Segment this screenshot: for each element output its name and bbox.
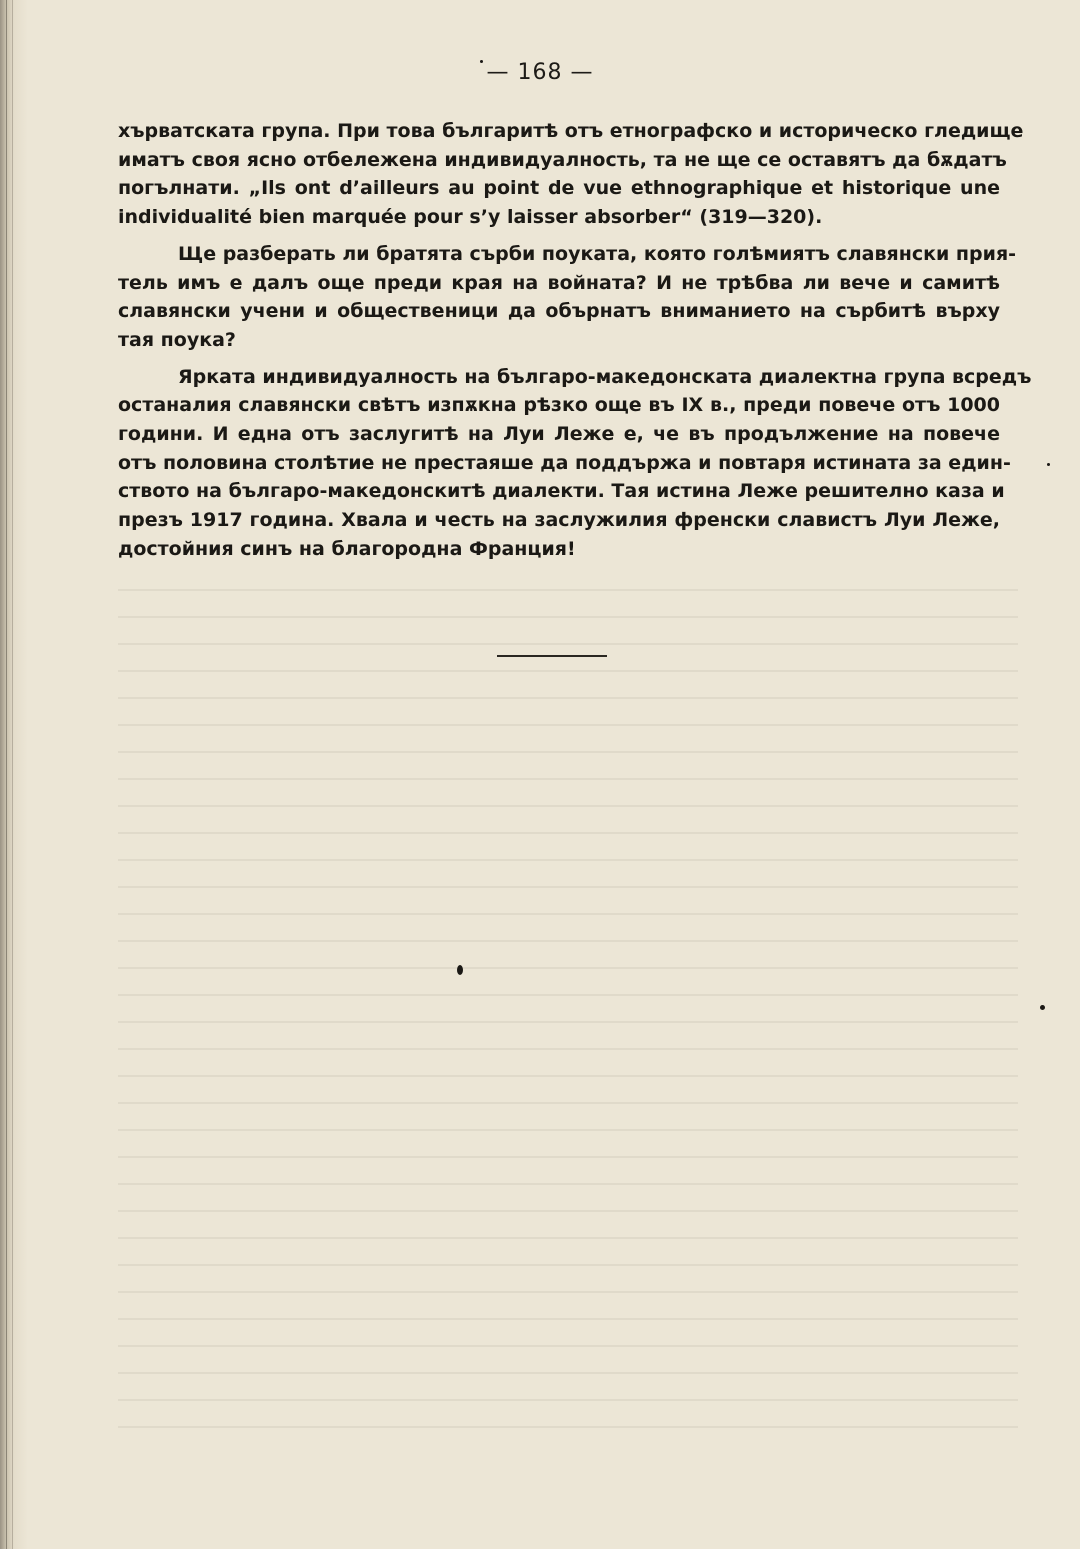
binding-edge-line — [6, 0, 7, 1549]
book-binding-shadow — [0, 0, 28, 1549]
text-line: тель имъ е далъ още преди края на войната? И не трѣбва ли вече и самитѣ — [118, 271, 1000, 294]
page-number: — 168 — — [486, 60, 594, 85]
text-line: години. И една отъ заслугитѣ на Луи Леже е, че въ продължение на повече — [118, 423, 1000, 446]
text-line: славянски учени и общественици да обърнатъ вниманието на сърбитѣ върху — [118, 300, 1000, 323]
text-line: individualité bien marquée pour s’y laisser absorber“ (319—320). — [118, 206, 823, 229]
text-line: тая поука? — [118, 328, 236, 351]
text-line: отъ половина столѣтие не престаяше да поддържа и повтаря истината за един- — [118, 451, 1011, 474]
text-line: иматъ своя ясно отбележена индивидуалность, та не ще се оставятъ да бѫдатъ — [118, 148, 1007, 171]
ink-speck — [1040, 1005, 1045, 1010]
paragraph — [118, 117, 1024, 232]
text-line: хърватската група. При това българитѣ отъ етнографско и историческо гледище — [118, 120, 1024, 142]
text-line: Ярката индивидуалность на българо-македонската диалектна група всредъ — [178, 365, 1032, 388]
section-end-rule — [497, 655, 607, 657]
paragraph — [118, 363, 1032, 564]
reverse-side-bleed-through — [118, 570, 1018, 1450]
text-line: погълнати. „Ils ont d’ailleurs au point de vue ethnographique et historique une — [118, 177, 1000, 200]
text-line: достойния синъ на благородна Франция! — [118, 537, 576, 560]
text-line: презъ 1917 година. Хвала и честь на заслужилия френски славистъ Луи Леже, — [118, 509, 1000, 532]
ink-speck — [457, 965, 463, 975]
body-text — [118, 117, 1032, 572]
text-line: останалия славянски свѣтъ изпѫкна рѣзко още въ IX в., преди повече отъ 1000 — [118, 394, 1000, 417]
binding-edge-line — [12, 0, 13, 1549]
paragraph — [118, 240, 1017, 355]
text-line: ството на българо-македонскитѣ диалекти. Тая истина Леже решително каза и — [118, 480, 1005, 503]
ink-speck — [480, 60, 483, 63]
text-line: Ще разберать ли братята сърби поуката, която голѣмиятъ славянски прия- — [178, 242, 1017, 265]
ink-speck — [1047, 463, 1050, 466]
